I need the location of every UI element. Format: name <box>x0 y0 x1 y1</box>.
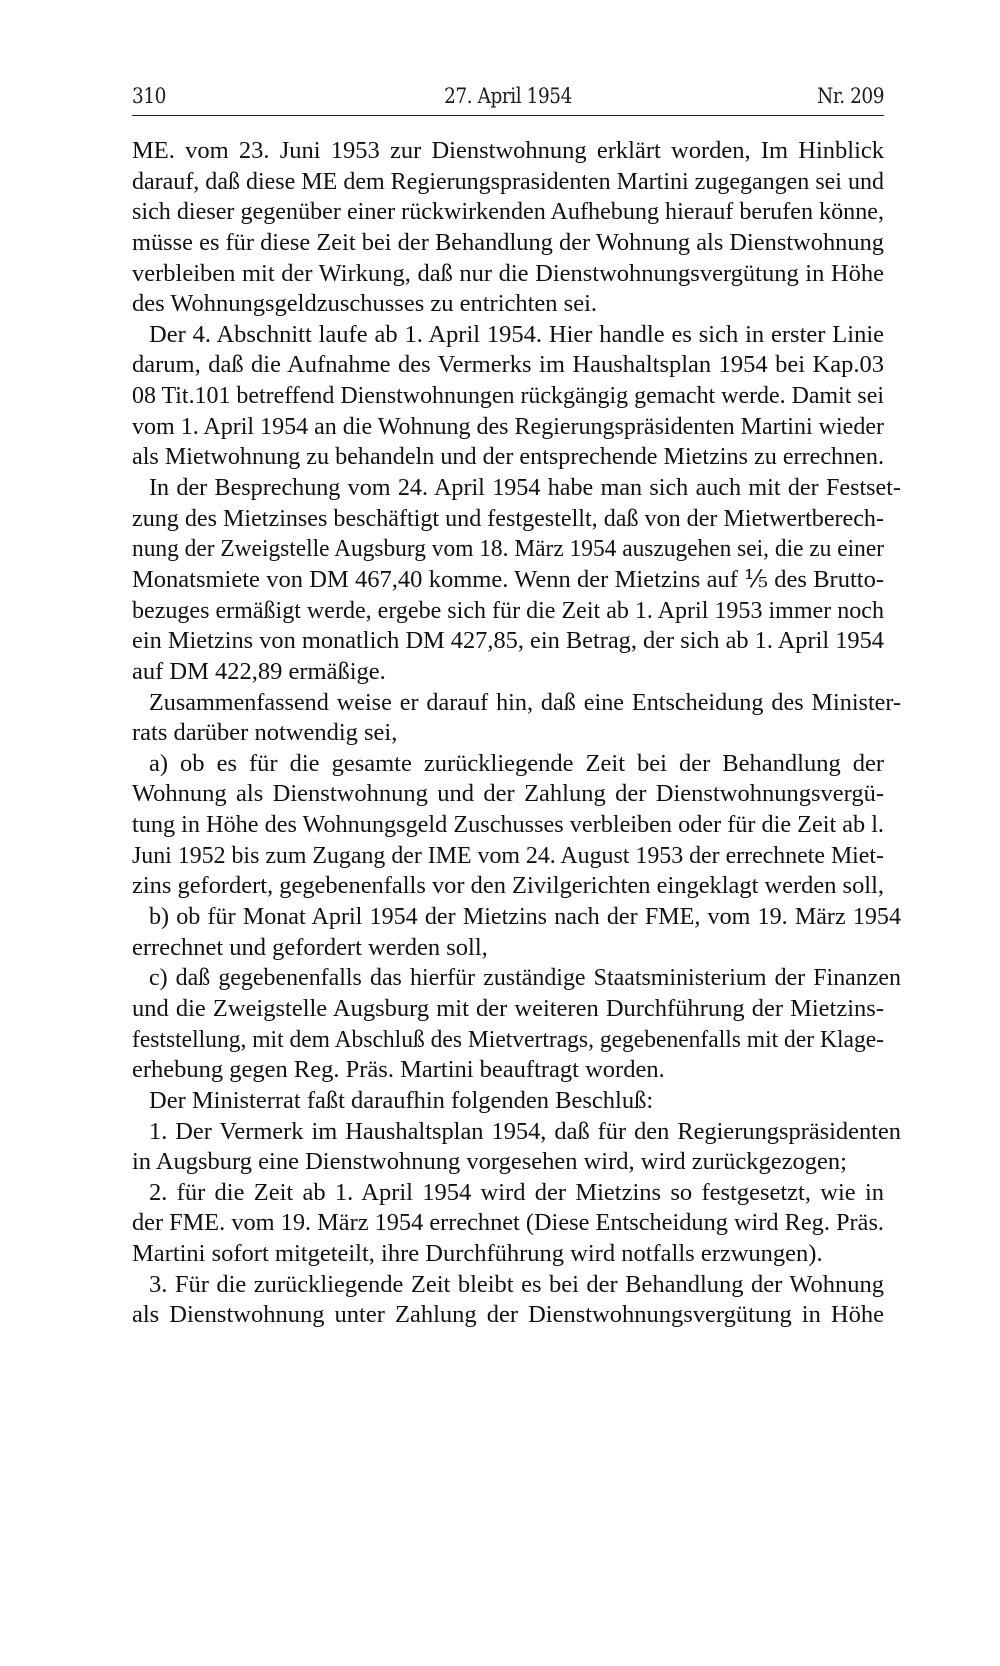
text-line: Monatsmiete von DM 467,40 komme. Wenn der Mietzins auf ⅕ des Brutto- <box>132 565 884 593</box>
header-date: 27. April 1954 <box>444 84 572 108</box>
text-line: b) ob für Monat April 1954 der Mietzins nach der FME, vom 19. März 1954 <box>148 903 901 931</box>
text-line: erhebung gegen Reg. Präs. Martini beauftragt worden. <box>132 1056 665 1084</box>
paragraph <box>132 1117 901 1178</box>
text-line: als Dienstwohnung unter Zahlung der Dienstwohnungsvergütung in Höhe <box>132 1301 884 1329</box>
text-line: ein Mietzins von monatlich DM 427,85, ein Betrag, der sich ab 1. April 1954 <box>132 627 884 655</box>
text-line: rats darüber notwendig sei, <box>132 719 398 747</box>
text-line: c) daß gegebenenfalls das hierfür zuständige Staatsministerium der Finanzen <box>148 964 901 992</box>
text-line: feststellung, mit dem Abschluß des Mietvertrags, gegebenenfalls mit der Klage- <box>132 1025 884 1053</box>
text-line: errechnet und gefordert werden soll, <box>132 933 488 961</box>
text-line: zins gefordert, gegebenenfalls vor den Zivilgerichten eingeklagt werden soll, <box>132 872 884 900</box>
text-line: In der Besprechung vom 24. April 1954 habe man sich auch mit der Festset- <box>148 474 901 502</box>
text-line: sich dieser gegenüber einer rückwirkenden Aufhebung hierauf berufen könne, <box>132 198 884 226</box>
running-header <box>132 84 884 118</box>
text-line: Juni 1952 bis zum Zugang der IME vom 24. August 1953 der errechnete Miet- <box>132 841 884 869</box>
text-line: 2. für die Zeit ab 1. April 1954 wird der Mietzins so festgesetzt, wie in <box>149 1178 884 1206</box>
text-line: 1. Der Vermerk im Haushaltsplan 1954, daß für den Regierungspräsidenten <box>148 1117 901 1145</box>
text-line: Der Ministerrat faßt daraufhin folgenden Beschluß: <box>149 1086 654 1114</box>
text-line: zung des Mietzinses beschäftigt und festgestellt, daß von der Mietwertberech- <box>132 504 884 532</box>
paragraph <box>132 902 901 963</box>
text-line: Wohnung als Dienstwohnung und der Zahlung der Dienstwohnungsvergü- <box>132 780 884 808</box>
paragraph <box>132 688 901 749</box>
paragraph <box>132 320 884 473</box>
text-line: Martini sofort mitgeteilt, ihre Durchführung wird notfalls erzwungen). <box>132 1240 823 1268</box>
text-line: tung in Höhe des Wohnungsgeld Zuschusses verbleiben oder für die Zeit ab l. <box>132 811 884 839</box>
text-line: des Wohnungsgeldzuschusses zu entrichten sei. <box>132 290 598 318</box>
paragraph <box>132 473 901 687</box>
text-line: darauf, daß diese ME dem Regierungsprasidenten Martini zugegangen sei und <box>132 167 884 195</box>
text-line: bezuges ermäßigt werde, ergebe sich für die Zeit ab 1. April 1953 immer noch <box>132 596 884 624</box>
paragraph <box>132 136 884 320</box>
text-line: auf DM 422,89 ermäßige. <box>132 657 386 685</box>
text-line: a) ob es für die gesamte zurückliegende Zeit bei der Behandlung der <box>149 749 884 777</box>
text-line: verbleiben mit der Wirkung, daß nur die Dienstwohnungsvergütung in Höhe <box>132 259 884 287</box>
text-line: 3. Für die zurückliegende Zeit bleibt es bei der Behandlung der Wohnung <box>149 1270 884 1298</box>
paragraph <box>132 1086 884 1117</box>
text-line: und die Zweigstelle Augsburg mit der weiteren Durchführung der Mietzins- <box>132 994 884 1022</box>
text-line: Der 4. Abschnitt laufe ab 1. April 1954. Hier handle es sich in erster Linie <box>149 320 884 348</box>
text-line: nung der Zweigstelle Augsburg vom 18. März 1954 auszugehen sei, die zu einer <box>132 535 884 563</box>
text-line: in Augsburg eine Dienstwohnung vorgesehen wird, wird zurückgezogen; <box>132 1148 847 1176</box>
protocol-number: Nr. 209 <box>817 84 884 108</box>
paragraph <box>132 749 884 902</box>
text-line: 08 Tit.101 betreffend Dienstwohnungen rückgängig gemacht werde. Damit sei <box>132 382 884 410</box>
paragraph <box>132 1270 884 1331</box>
header-rule <box>132 115 884 116</box>
paragraph <box>132 1178 884 1270</box>
text-line: müsse es für diese Zeit bei der Behandlung der Wohnung als Dienstwohnung <box>132 228 884 256</box>
text-line: darum, daß die Aufnahme des Vermerks im Haushaltsplan 1954 bei Kap.03 <box>132 351 884 379</box>
body-text <box>132 136 901 1331</box>
page-number: 310 <box>132 84 166 108</box>
paragraph <box>132 963 901 1086</box>
text-line: als Mietwohnung zu behandeln und der entsprechende Mietzins zu errechnen. <box>132 443 884 471</box>
text-line: vom 1. April 1954 an die Wohnung des Regierungspräsidenten Martini wieder <box>132 412 884 440</box>
text-line: der FME. vom 19. März 1954 errechnet (Diese Entscheidung wird Reg. Präs. <box>132 1209 884 1237</box>
text-line: ME. vom 23. Juni 1953 zur Dienstwohnung erklärt worden, Im Hinblick <box>132 137 884 164</box>
text-line: Zusammenfassend weise er darauf hin, daß eine Entscheidung des Minister- <box>148 688 901 716</box>
